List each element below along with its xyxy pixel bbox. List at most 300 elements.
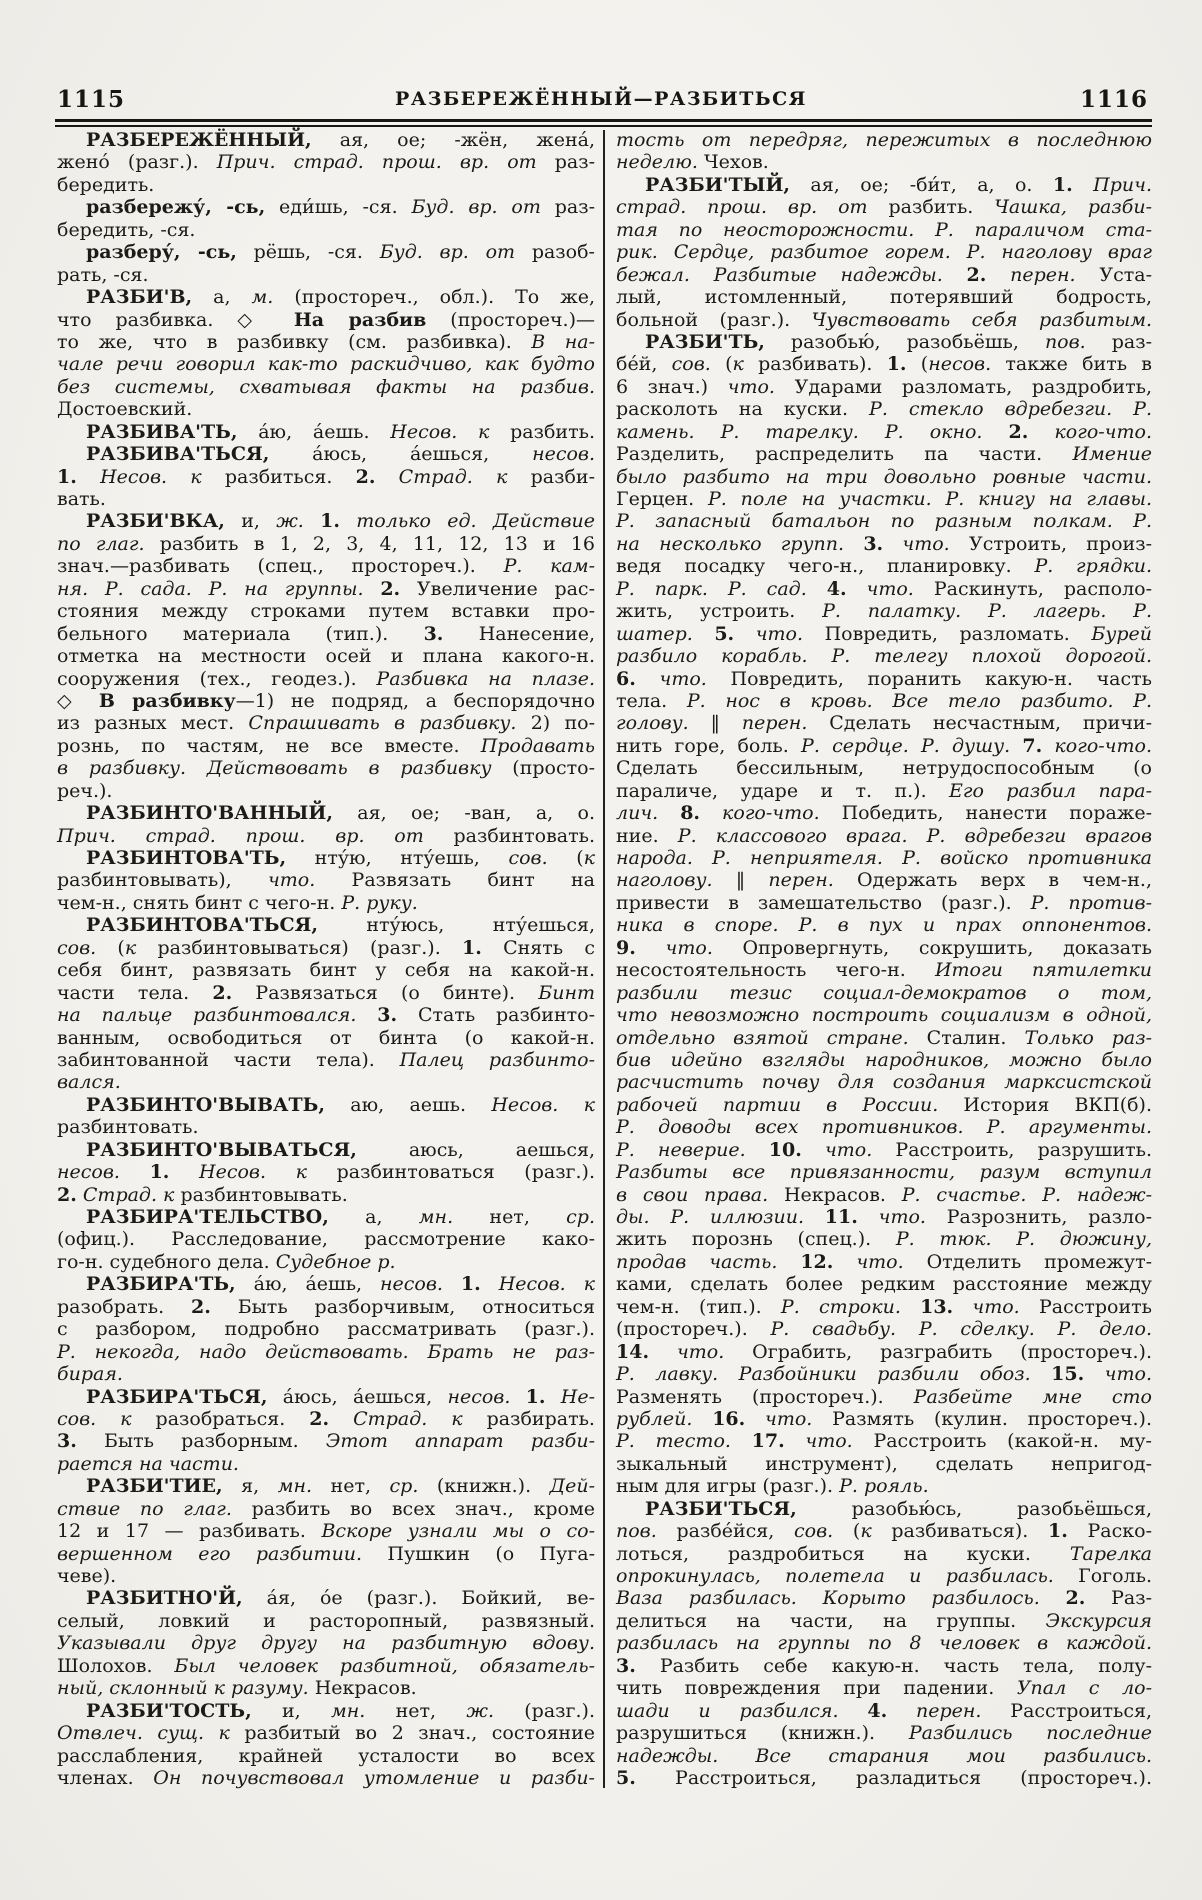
text-run: РАЗБИ'ТЫЙ, [645,173,791,196]
text-run: аю, аешь. [324,1093,492,1116]
text-run: рабочей партии в России. [616,1093,939,1116]
text-run: разбинтовать. [423,824,595,847]
text-run: страд. прош. вр. от [616,196,868,219]
text-run: что. [857,1206,926,1228]
text-run: что. [635,667,707,690]
text-line [616,555,1152,577]
text-line [616,757,1152,779]
text-run: Нанесение, [443,622,595,645]
text-run: аюсь, аешься, [356,1138,595,1161]
text-run: а́юсь, а́ешься, [269,443,533,466]
text-run: Разбить себе какую-н. часть тела, полу- [635,1654,1152,1677]
text-line [57,869,595,891]
text-run: мн. [277,1475,313,1498]
text-run: РАЗБИНТО'ВЫВАТЬСЯ, [86,1138,357,1161]
text-run: что. [727,375,775,398]
text-line [57,600,595,622]
text-run: Несов. к [491,1093,595,1116]
text-run: Прич. [1072,173,1152,196]
text-run: больной (разг.). [616,308,812,331]
text-run: Расстроить [1019,1295,1152,1318]
text-run: раз- [540,196,595,219]
text-run: Был человек разбитной, обязатель- [174,1654,596,1677]
text-run: несов. [447,1385,526,1408]
text-run: из разных мест. [57,712,249,735]
text-run: 1. [320,510,340,533]
text-line [57,825,595,847]
text-run: чале речи говорил как-то раскидчиво, как будто [57,353,595,376]
text-run: 11. [824,1206,858,1228]
text-run: что. [883,532,950,555]
text-run: разбинтоваться (разг.). [306,1161,596,1184]
text-line [57,1632,595,1654]
text-line [616,1565,1152,1587]
text-run: что. [846,577,914,600]
text-line [616,1116,1152,1138]
running-head: РАЗБЕРЕЖЁННЫЙ—РАЗБИТЬСЯ [395,88,807,110]
text-run: Одержать верх в чем-н., [833,869,1152,892]
text-run: бередить. [57,173,155,196]
text-run: Продавать [480,734,595,757]
text-run: разбивать). [743,353,887,376]
text-run: перен. [887,1699,982,1722]
text-run: Отвлеч. сущ. к [57,1722,230,1745]
text-line [57,757,595,779]
text-line [616,129,1152,151]
text-line [616,151,1152,173]
text-run: РАЗБИ'ТЬ, [645,330,765,353]
text-line [616,982,1152,1004]
text-run: РАЗБИНТОВА'ТЬСЯ, [86,914,318,937]
text-run: 7. [1022,734,1043,757]
text-line [57,443,595,465]
text-line [616,600,1152,622]
text-run: делиться на части, на группы. [616,1609,1046,1632]
text-run: пов. [616,1520,657,1543]
text-run: ствие по глаг. [57,1497,232,1520]
text-run: Разбились последние [908,1722,1152,1745]
text-run: Спрашивать в разбивку. [248,712,517,735]
text-run: ( [96,936,125,959]
text-run: Опровергнуть, сокрушить, доказать [712,936,1152,959]
text-line [616,1184,1152,1206]
text-run: ды. Р. иллюзии. [616,1206,825,1228]
text-run: Р. неверие. [616,1138,769,1161]
text-run: 1. [57,465,77,488]
text-run: продав часть. [616,1250,801,1273]
text-line [616,174,1152,196]
text-run: а, [192,286,252,309]
text-run: несов. [532,443,595,466]
text-run: Р. доводы всех противников. Р. аргументы. [616,1116,1152,1139]
text-line [57,1677,595,1699]
text-run: РАЗБИНТОВА'ТЬ, [86,847,287,869]
text-line [57,1139,595,1161]
text-run: что. [745,1407,813,1430]
text-line [616,376,1152,398]
text-run: то же, что в разбивку (см. разбивка). [57,330,532,353]
text-run: ая, ое; -жён, жена́, [311,129,595,151]
text-run: разбе́йся, [656,1520,795,1543]
text-run: Повредить, разломать. [803,622,1092,645]
text-run: Страд. к [76,1183,175,1206]
text-line [57,1116,595,1138]
text-line [616,1161,1152,1183]
text-line [57,1700,595,1722]
text-run: что. [635,936,713,959]
text-run: 3. [377,1004,398,1027]
text-run: только ед. Действие [339,510,595,533]
text-run: Прич. страд. прош. вр. от [57,824,424,847]
text-run: к [124,936,137,959]
text-run: Ограбить, разграбить (простореч.). [724,1340,1152,1363]
text-run: и, [251,1699,331,1722]
text-line [616,353,1152,375]
text-run: ая, ое; -би́т, а, о. [790,173,1053,196]
text-run: РАЗБИ'В, [86,286,193,309]
text-run: Тарелка [1069,1542,1152,1565]
text-line [57,1498,595,1520]
text-run: 5. [714,622,735,645]
text-run: Раско- [1067,1520,1153,1543]
text-line [57,421,595,443]
text-line [57,1565,595,1587]
text-run: Несов. к [76,465,202,488]
text-run: ведя посадку чего-н., планировку. [616,555,1035,578]
text-run: жить порознь (спец.). [616,1228,896,1251]
text-line [57,959,595,981]
text-run: я, [222,1475,278,1498]
text-run: разби- [507,465,595,488]
text-run: членах. [57,1766,154,1789]
text-line [616,1430,1152,1452]
text-run: Некрасов. [308,1677,417,1700]
text-run: Р. против- [1030,891,1152,914]
text-run: ( [833,1520,861,1543]
text-run: ( [710,353,733,376]
text-run: что. [267,869,316,892]
text-line [616,286,1152,308]
text-run: к [732,353,744,376]
column-right [616,129,1152,1789]
text-run: Быть разборчивым, относиться [210,1295,596,1318]
text-line [616,1745,1152,1767]
text-line [57,1184,595,1206]
text-run: Ваза разбилась. Корыто разбилось. [616,1587,1066,1610]
text-run: 1. [1047,1520,1068,1543]
text-line [616,488,1152,510]
text-run: надежды. Все старания мои разбились. [616,1744,1152,1767]
text-run: 2. [355,465,376,488]
text-run: бежал. Разбитые надежды. [616,263,967,286]
text-line [57,1475,595,1497]
text-line [57,219,595,241]
text-run: несостоятельность чего-н. [616,959,935,982]
text-line [57,1049,595,1071]
text-line [57,1520,595,1542]
text-run: 8. [680,802,701,825]
text-run: Р. рояль. [839,1475,929,1498]
text-line [616,847,1152,869]
text-run: 5. [616,1766,636,1789]
text-line [616,241,1152,263]
text-line [57,309,595,331]
text-run: Шолохов. [57,1654,175,1677]
text-run: разбить. [867,196,995,219]
text-line [616,398,1152,420]
text-run: лич. [616,802,681,825]
text-run: Вскоре узнали мы о со- [321,1520,595,1543]
text-run: чить повреждения при падении. [616,1677,1017,1700]
text-run: было разбито на три довольно ровные части. [616,465,1152,488]
text-run: Экскурсия [1045,1609,1152,1632]
text-run: мн. [331,1699,366,1722]
column-left [57,129,595,1789]
text-line [616,668,1152,690]
text-run: ж. [466,1699,494,1722]
text-run: РАЗБИРА'ТЬСЯ, [86,1385,268,1408]
text-run: кого-что. [700,802,820,825]
text-run: Р. запасный батальон по разным полкам. Р. [616,510,1152,533]
text-run: еди́шь, -ся. [265,196,412,219]
text-run: Р. грядки. [1034,555,1152,578]
text-line [616,1587,1152,1609]
text-run: 4. [867,1699,888,1722]
text-run: а́ю, а́ешь. [237,420,391,443]
text-line [57,1543,595,1565]
text-run: бередить, -ся. [57,218,196,241]
text-run: Устроить, произ- [949,532,1152,555]
text-line [57,555,595,577]
text-line [57,802,595,824]
text-run: Ударами разломать, раздробить, [774,375,1152,398]
text-run: Чашка, разби- [994,196,1152,219]
text-line [57,847,595,869]
text-run: Чувствовать себя разбитым. [811,308,1152,331]
text-run: Пушкин (о Пуга- [362,1542,595,1565]
text-line [57,1027,595,1049]
text-run: бирая. [57,1363,123,1386]
text-line [616,1228,1152,1250]
text-run: разбить в 1, 2, 3, 4, 11, 12, 13 и 16 [144,532,595,555]
text-run: 1. [461,936,482,959]
text-run: Снять с [481,936,596,959]
text-run: (простореч., обл.). То же, [273,286,595,309]
text-line [57,914,595,936]
text-run: 6. [616,667,636,690]
text-run: к [583,847,596,869]
text-run: Р. палатку. Р. лагерь. Р. [822,600,1152,623]
text-run: 9. [616,936,636,959]
text-line [57,174,595,196]
text-line [57,331,595,353]
text-run: несов. [928,353,992,376]
text-run: ным для игры (разг.). [616,1475,840,1498]
text-line [616,1700,1152,1722]
text-run: к [860,1520,872,1543]
text-line [57,533,595,555]
text-run: 2. [1008,420,1029,443]
text-run: РАЗБИНТО'ВАННЫЙ, [86,802,333,825]
text-run: 12 и 17 — разбивать. [57,1520,322,1543]
text-run: Дей- [549,1475,596,1498]
text-run: разбирать. [462,1407,595,1430]
text-line [616,1206,1152,1228]
text-line [616,1632,1152,1654]
text-run: —1) не подряд, а беспорядочно [235,689,596,712]
text-run: 3. [863,532,884,555]
text-run: 14. [616,1340,650,1363]
text-line [57,1161,595,1183]
text-run: 2. [966,263,987,286]
text-line [57,1745,595,1767]
text-run: перен. [741,712,808,735]
text-run: (просто- [491,757,595,780]
text-run: РАЗБИВА'ТЬСЯ, [86,443,270,466]
text-line [616,443,1152,465]
text-run: Расстроить, разрушить. [872,1138,1153,1161]
text-run: разбитый во 2 знач., состояние [229,1722,595,1745]
text-run: лый, истомленный, потерявший бодрость, [616,286,1152,309]
text-run: Уста- [1075,263,1153,286]
text-run: 2. [309,1407,330,1430]
text-line [616,264,1152,286]
text-line [616,421,1152,443]
text-line [616,1475,1152,1497]
text-run: Р. поле на участки. Р. книгу на главы. [708,488,1152,510]
text-line [57,578,595,600]
text-line [57,151,595,173]
text-line [616,1655,1152,1677]
text-run: голову. [616,712,689,735]
text-line [57,1453,595,1475]
text-run: сооружения (тех., геодез.). [57,667,377,690]
text-run: разбить во всех знач., кроме [231,1497,595,1520]
text-line [616,578,1152,600]
text-run: Разрознить, разло- [925,1206,1152,1228]
text-line [57,668,595,690]
text-line [616,466,1152,488]
text-line [616,1341,1152,1363]
text-run: сов. к [57,1407,132,1430]
text-line [616,869,1152,891]
text-run: Имение [1072,443,1152,466]
text-run: Р. руку. [341,891,418,914]
text-run: Р. некогда, надо действовать. Брать не раз- [57,1340,595,1363]
text-run: Развязаться (о бинте). [232,981,539,1004]
text-run: 2. [1065,1587,1086,1610]
text-run: рознь, по частям, не все вместе. [57,734,481,757]
text-line [616,959,1152,981]
text-line [616,1520,1152,1542]
text-run: РАЗБЕРЕЖЁННЫЙ, [86,129,312,151]
text-line [616,1273,1152,1295]
text-run: Развязать бинт на [315,869,595,892]
text-line [57,1408,595,1430]
text-run: Разделить, распределить па части. [616,443,1073,466]
text-line [616,690,1152,712]
text-run: 17. [751,1430,785,1453]
text-line [616,1071,1152,1093]
text-run: что. [953,1295,1020,1318]
text-run: 4. [826,577,847,600]
text-run: Достоевский. [57,398,193,421]
text-run: раз- [1085,330,1152,353]
text-run: ж. [276,510,321,533]
text-run: разрушиться (книжн.). [616,1722,909,1745]
header-rule-top [55,119,1152,122]
text-line [57,510,595,532]
text-run: РАЗБИ'ТОСТЬ, [86,1699,252,1722]
text-line [616,735,1152,757]
text-run: ◇ [57,689,99,712]
text-line [616,510,1152,532]
text-run: пов. [1044,330,1086,353]
text-run: Р. парк. Р. сад. [616,577,827,600]
text-run: а́юсь, а́ешься, [267,1385,448,1408]
text-run: неделю. [616,151,698,174]
text-run: 16. [712,1407,746,1430]
text-run: Некрасов. [768,1183,902,1206]
text-run: Только раз- [1024,1026,1153,1049]
text-run: народа. Р. неприятеля. Р. войско противника [616,847,1152,869]
text-line [57,1094,595,1116]
text-run: селый, ловкий и расторопный, развязный. [57,1609,595,1632]
text-run: бельного материала (тип.). [57,622,424,645]
text-run: (разг.). [493,1699,595,1722]
text-run: 1. [886,353,907,376]
text-line [616,1139,1152,1161]
text-line [57,1587,595,1609]
text-run: Раскинуть, располо- [913,577,1153,600]
text-run: камень. Р. тарелку. Р. окно. [616,420,1009,443]
text-run: РАЗБИРА'ТЕЛЬСТВО, [86,1206,329,1228]
text-run: 2. [212,981,233,1004]
text-run: ками, сделать более редким расстояние между [616,1273,1152,1296]
text-run: 1. [525,1385,546,1408]
text-run: реч.). [57,779,113,802]
text-run: Судебное р. [275,1250,396,1273]
text-run: нту́ю, нту́ешь, [286,847,509,869]
text-run: Указывали друг другу на разбитную вдову. [57,1632,595,1655]
text-line [616,712,1152,734]
text-run: 3. [423,622,444,645]
text-run: ая, ое; -ван, а, о. [332,802,595,825]
text-line [616,780,1152,802]
text-run: Р. стекло вдребезги. Р. [869,398,1152,421]
text-run: Расстроиться, [981,1699,1153,1722]
text-run: Р. нос в кровь. Все тело разбито. Р. [686,689,1153,712]
text-run: РАЗБИ'ТИЕ, [86,1475,223,1498]
text-run: чем-н., снять бинт с чего-н. [57,891,342,914]
text-run: разбережу́, -сь, [86,196,266,219]
text-line [616,1677,1152,1699]
text-run: Р. свадьбу. Р. сделку. Р. дело. [770,1318,1152,1341]
text-run: Расстроить (какой-н. му- [852,1430,1152,1453]
text-run: опрокинулась, полетела и разбилась. [616,1565,1054,1587]
text-run: сов. [794,1520,834,1543]
text-run: вался. [57,1071,121,1094]
text-run: рёшь, -ся. [236,241,380,264]
text-run: нет, [312,1475,390,1498]
text-run: что. [734,622,804,645]
text-run: кого-что. [1042,734,1152,757]
text-run: что. [649,1340,725,1363]
text-run: также бить в [991,353,1153,376]
text-line [616,1318,1152,1340]
text-run: 1. [149,1161,170,1184]
text-run: сов. [671,353,711,376]
